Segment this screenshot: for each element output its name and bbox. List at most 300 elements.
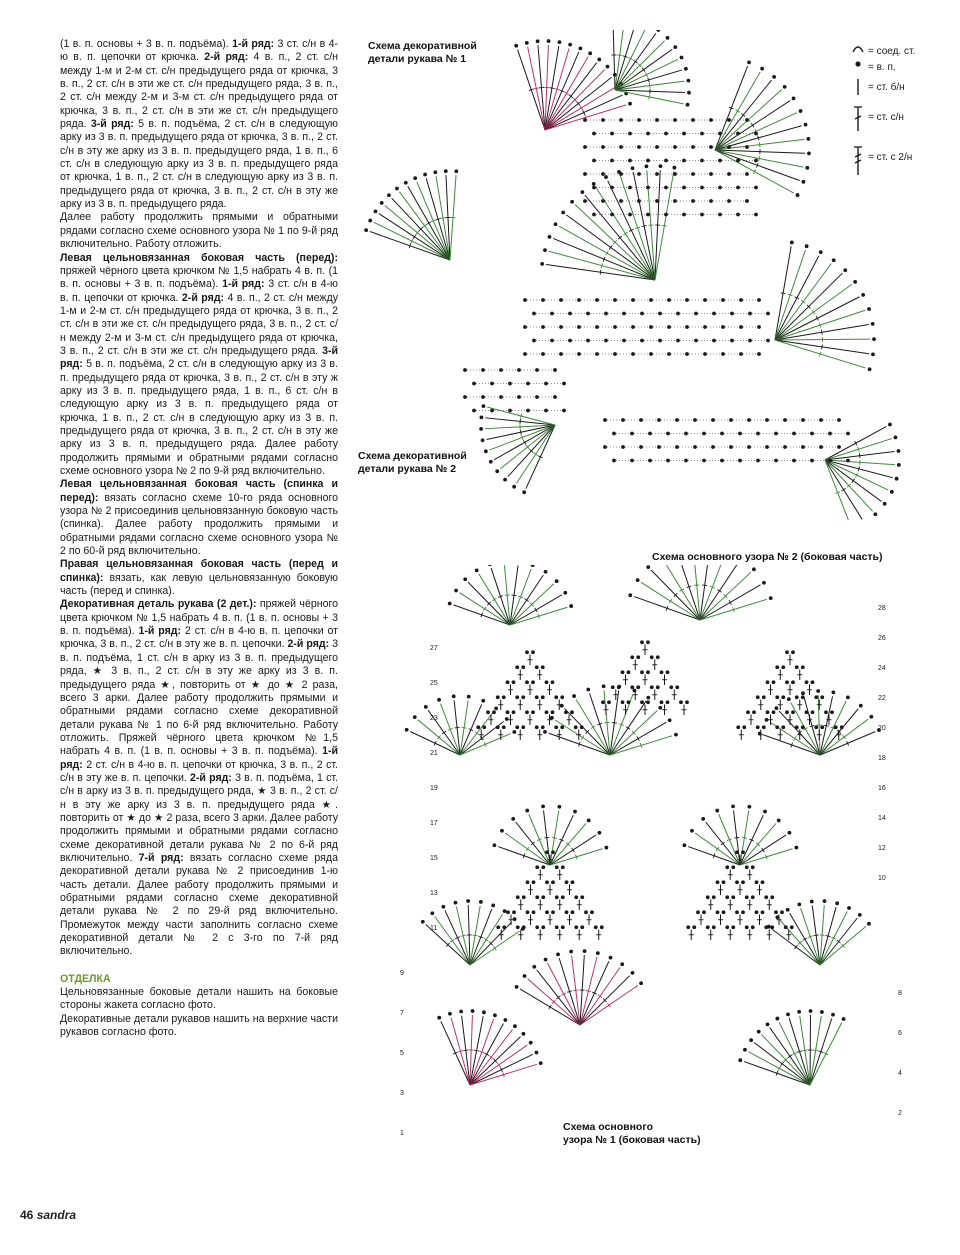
chain-mark: [496, 695, 500, 699]
chain-mark: [729, 445, 733, 449]
chain-mark: [454, 589, 458, 593]
chain-mark: [522, 1032, 526, 1036]
stitch-bar: [617, 55, 622, 56]
chain-mark: [601, 118, 605, 122]
chain-mark: [610, 132, 614, 136]
chain-mark: [525, 809, 529, 813]
stitch-mark: [700, 565, 709, 620]
chain-mark: [463, 577, 467, 581]
chain-mark: [741, 850, 745, 854]
chain-mark: [437, 1016, 441, 1020]
chain-mark: [772, 710, 776, 714]
chain-mark: [703, 352, 707, 356]
stitch-bar: [612, 722, 617, 723]
stitch-bar: [474, 1050, 479, 1051]
chain-mark: [558, 40, 562, 44]
chain-mark: [830, 710, 834, 714]
chain-mark: [543, 248, 547, 252]
chain-mark: [545, 910, 549, 914]
chain-mark: [648, 459, 652, 463]
chain-mark: [700, 213, 704, 217]
chain-mark: [545, 710, 549, 714]
stitch-bar: [822, 344, 823, 349]
chain-mark: [601, 199, 605, 203]
chain-mark: [603, 418, 607, 422]
paragraph-sleeve-detail: [60, 598, 338, 958]
chain-mark: [792, 96, 796, 100]
chain-mark: [568, 339, 572, 343]
chain-mark: [718, 159, 722, 163]
bold-run: 7-й ряд:: [138, 851, 184, 864]
chain-mark: [548, 235, 552, 239]
chain-mark: [572, 694, 576, 698]
chain-mark: [574, 895, 578, 899]
chain-mark: [702, 459, 706, 463]
chain-mark: [650, 685, 654, 689]
chain-mark: [640, 339, 644, 343]
row-number-right: 4: [898, 1070, 902, 1077]
text-run: пряжей чёрного цвета крючком № 1,5 набрать 4 в. п. (1 в. п. основы + 3 в. п. подъёма).: [60, 598, 338, 638]
chain-mark: [897, 463, 901, 467]
chain-mark: [621, 700, 625, 704]
chain-mark: [819, 418, 823, 422]
chain-mark: [526, 409, 530, 413]
chain-mark: [646, 213, 650, 217]
bold-run: 1-й ряд:: [222, 278, 265, 291]
chain-mark: [532, 339, 536, 343]
chain-mark: [628, 593, 632, 597]
stitch-bar: [525, 599, 529, 602]
stitch-bar: [526, 847, 529, 851]
chain-mark: [666, 36, 670, 40]
chain-mark: [766, 710, 770, 714]
chain-mark: [541, 895, 545, 899]
chain-mark: [811, 710, 815, 714]
chain-mark: [496, 925, 500, 929]
chain-mark: [573, 810, 577, 814]
chain-mark: [521, 665, 525, 669]
chain-mark: [682, 159, 686, 163]
chain-mark: [747, 445, 751, 449]
chain-mark: [531, 680, 535, 684]
chain-mark: [535, 895, 539, 899]
legend-label-sc: = ст. б/н: [868, 81, 905, 93]
stitch-bar: [642, 68, 645, 72]
chain-mark: [873, 512, 877, 516]
chain-mark: [747, 805, 751, 809]
chain-mark: [801, 445, 805, 449]
chain-mark: [433, 170, 437, 174]
chain-mark: [686, 925, 690, 929]
chain-mark: [672, 166, 676, 170]
chain-mark: [702, 432, 706, 436]
chain-mark: [735, 850, 739, 854]
chain-mark: [531, 710, 535, 714]
chain-mark: [867, 307, 871, 311]
stitch-bar: [813, 1050, 818, 1051]
stitch-bar: [598, 995, 602, 998]
chain-mark: [680, 56, 684, 60]
chain-mark: [687, 79, 691, 83]
chain-mark: [692, 925, 696, 929]
chain-mark: [555, 925, 559, 929]
chain-mark: [590, 910, 594, 914]
chain-mark: [555, 895, 559, 899]
chain-mark: [532, 312, 536, 316]
chain-mark: [673, 199, 677, 203]
chain-mark: [583, 199, 587, 203]
chain-mark: [766, 312, 770, 316]
chain-mark: [555, 865, 559, 869]
chain-mark: [739, 325, 743, 329]
chain-mark: [777, 819, 781, 823]
stitch-bar: [544, 837, 549, 838]
chain-mark: [562, 409, 566, 413]
chain-mark: [374, 209, 378, 213]
chain-mark: [810, 459, 814, 463]
paragraph-left-back-front: [60, 478, 338, 558]
chain-mark: [568, 312, 572, 316]
chain-mark: [741, 880, 745, 884]
chain-mark: [745, 865, 749, 869]
chain-mark: [703, 298, 707, 302]
bold-run: 1-й ряд:: [138, 625, 182, 638]
chain-mark: [598, 831, 602, 835]
chain-mark: [646, 132, 650, 136]
chain-mark: [791, 680, 795, 684]
chain-mark: [727, 145, 731, 149]
chain-mark: [541, 925, 545, 929]
chain-mark: [610, 213, 614, 217]
chain-mark: [569, 950, 573, 954]
chain-mark: [513, 1024, 517, 1028]
chain-mark: [679, 700, 683, 704]
chain-mark: [613, 352, 617, 356]
chain-mark: [512, 485, 516, 489]
chain-mark: [752, 710, 756, 714]
chain-mark: [421, 920, 425, 924]
stitch-bar: [810, 725, 815, 726]
chain-mark: [523, 298, 527, 302]
chain-mark: [725, 925, 729, 929]
stitch-bar: [814, 935, 819, 936]
chain-mark: [526, 910, 530, 914]
stitch-bar: [716, 847, 719, 851]
chain-mark: [606, 65, 610, 69]
paragraph-finish-2: [60, 1013, 338, 1040]
stitch-bar: [549, 88, 554, 89]
chain-mark: [666, 700, 670, 704]
chain-mark: [765, 445, 769, 449]
chain-mark: [517, 368, 521, 372]
bold-run: 2-й ряд:: [204, 51, 249, 64]
chain-mark: [556, 952, 560, 956]
chain-mark: [823, 899, 827, 903]
chain-mark: [766, 1022, 770, 1026]
chain-mark: [544, 382, 548, 386]
chain-mark: [494, 706, 498, 710]
chain-mark: [667, 298, 671, 302]
chain-mark: [610, 159, 614, 163]
chain-mark: [712, 895, 716, 899]
chain-mark: [448, 602, 452, 606]
chain-mark: [472, 382, 476, 386]
chain-mark: [706, 895, 710, 899]
chain-mark: [669, 685, 673, 689]
chain-mark: [630, 655, 634, 659]
chain-mark: [745, 118, 749, 122]
chain-mark: [655, 145, 659, 149]
text-run: 3 в. п. подъёма, 1 ст. с/н в арку из 3 в. п. предыдущего ряда, ★ 3 в. п., 2 ст. с/н в эту же арку из 3 в. п. предыдущего ряда ★, повторить от ★ до ★ 2 раза, всего 3 арки. Далее работу продолжить прямыми и обратными рядами согласно схеме декоративной детали рукава № 1 по 6-й ряд включительно. Работу отложить. Пряжей чёрного цвета крючком №1,5 набрать 4 в. п. (1 в. п. основы + 3 в. п. подъёма).: [60, 638, 339, 758]
chain-mark: [628, 132, 632, 136]
chain-mark: [685, 352, 689, 356]
stitch-bar: [858, 466, 859, 471]
chain-mark: [554, 725, 558, 729]
chain-mark: [764, 895, 768, 899]
stitch-bar: [821, 330, 822, 335]
chain-mark: [557, 805, 561, 809]
chain-mark: [532, 880, 536, 884]
chain-mark: [805, 710, 809, 714]
row-number-left: 5: [400, 1050, 404, 1057]
chain-mark: [655, 118, 659, 122]
chain-mark: [731, 895, 735, 899]
chain-mark: [570, 200, 574, 204]
chain-mark: [535, 665, 539, 669]
chain-mark: [646, 640, 650, 644]
chain-mark: [709, 199, 713, 203]
chain-mark: [858, 913, 862, 917]
stitch-bar: [572, 848, 575, 852]
chain-mark: [628, 213, 632, 217]
stitch-bar: [717, 590, 721, 593]
chain-mark: [583, 145, 587, 149]
chain-mark: [513, 917, 517, 921]
chain-mark: [525, 41, 529, 45]
chain-mark: [649, 352, 653, 356]
chain-mark: [621, 445, 625, 449]
stitch-bar: [759, 142, 760, 147]
chain-mark: [535, 925, 539, 929]
chain-mark: [792, 459, 796, 463]
chain-mark: [506, 710, 510, 714]
chain-mark: [540, 262, 544, 266]
chain-mark: [666, 432, 670, 436]
chain-mark: [712, 312, 716, 316]
text-run: (1 в. п. основы + 3 в. п. подъёма).: [60, 38, 233, 50]
row-number-left: 7: [400, 1010, 404, 1017]
text-run: 3 ст. с/н в 4-ю в. п. цепочки от крючка.: [60, 278, 338, 304]
text-run: вязать согласно схеме ряда декоративной детали рукава № 2 присоединив 1-ю часть детали. Далее работу продолжить прямыми и обратными рядами согласно схеме декоративной детали рукава № 2 по 29-й ряд включительно. Промежуток между части заполнить согласно схеме декоративной детали № 2 с 3-го по 7-й ряд включительно.: [60, 851, 338, 958]
chain-mark: [691, 199, 695, 203]
row-number-right: 28: [878, 605, 886, 612]
chain-mark: [709, 172, 713, 176]
row-number-left: 1: [400, 1130, 404, 1137]
stitch-bar: [462, 727, 467, 728]
chain-mark: [814, 725, 818, 729]
chain-mark: [694, 312, 698, 316]
chain-mark: [617, 685, 621, 689]
chain-mark: [639, 445, 643, 449]
chain-mark: [463, 395, 467, 399]
chain-mark: [622, 339, 626, 343]
chain-mark: [871, 352, 875, 356]
chain-mark: [820, 695, 824, 699]
chain-mark: [569, 604, 573, 608]
chain-mark: [481, 699, 485, 703]
row-number-right: 24: [878, 665, 886, 672]
paragraph-left-front: [60, 252, 338, 479]
chain-mark: [561, 925, 565, 929]
chain-mark: [890, 490, 894, 494]
chain-mark: [711, 445, 715, 449]
chain-mark: [781, 695, 785, 699]
chain-mark: [787, 697, 791, 701]
chain-mark: [754, 159, 758, 163]
chain-mark: [783, 85, 787, 89]
chain-mark: [658, 339, 662, 343]
chain-mark: [522, 895, 526, 899]
chain-mark: [551, 850, 555, 854]
chain-mark: [584, 910, 588, 914]
chain-mark: [535, 725, 539, 729]
chain-mark: [727, 199, 731, 203]
chain-mark: [639, 981, 643, 985]
chain-mark: [751, 925, 755, 929]
caption-pattern-2: Схема основного узора № 2 (боковая часть): [652, 551, 883, 563]
chain-mark: [551, 680, 555, 684]
chain-mark: [544, 570, 548, 574]
chain-mark: [894, 435, 898, 439]
text-run: 4 в. п., 2 ст. с/н между 1-м и 2-м ст. с/н предыдущего ряда от крючка, 3 в. п., 2 ст. с/н в эти же ст. с/н предыдущего ряда, 3 в. п., 2 ст. с/н между 2-м и 3-м ст. с/н предыдущего ряда от крючка, 3 в. п., 2 ст. с/н в эти же ст. с/н предыдущего ряда.: [60, 51, 339, 131]
chain-mark: [490, 409, 494, 413]
bold-run: Левая цельновязанная боковая часть (перед):: [60, 251, 338, 264]
chain-mark: [871, 322, 875, 326]
stitch-bar: [573, 990, 578, 991]
chain-mark: [819, 445, 823, 449]
chain-mark: [523, 325, 527, 329]
chain-mark: [508, 382, 512, 386]
chain-mark: [564, 710, 568, 714]
stitch-bar: [461, 935, 466, 936]
chain-mark: [541, 725, 545, 729]
chain-mark: [649, 298, 653, 302]
chain-mark: [824, 710, 828, 714]
chain-mark: [565, 880, 569, 884]
chain-mark: [574, 725, 578, 729]
chain-mark: [503, 478, 507, 482]
chain-mark: [832, 258, 836, 262]
chain-mark: [772, 680, 776, 684]
row-number-left: 3: [400, 1090, 404, 1097]
stitch-bar: [586, 990, 591, 991]
chain-mark: [612, 459, 616, 463]
chain-mark: [541, 695, 545, 699]
stitch-bar: [623, 232, 627, 235]
chain-mark: [364, 228, 368, 232]
chain-mark: [666, 670, 670, 674]
chain-mark: [684, 432, 688, 436]
chain-mark: [735, 880, 739, 884]
chain-mark: [561, 895, 565, 899]
chain-mark: [769, 596, 773, 600]
chain-mark: [837, 418, 841, 422]
chain-mark: [637, 199, 641, 203]
chain-mark: [664, 159, 668, 163]
stitch-bar: [581, 735, 584, 739]
stitch-bar: [609, 245, 612, 249]
chain-mark: [571, 910, 575, 914]
chain-mark: [645, 164, 649, 168]
row-number-left: 25: [430, 680, 438, 687]
chain-mark: [613, 298, 617, 302]
chain-mark: [775, 665, 779, 669]
chain-mark: [709, 145, 713, 149]
chain-mark: [673, 118, 677, 122]
chain-mark: [628, 186, 632, 190]
chain-mark: [547, 39, 551, 43]
chain-mark: [700, 132, 704, 136]
chain-mark: [868, 367, 872, 371]
chain-mark: [553, 395, 557, 399]
chain-mark: [646, 159, 650, 163]
chain-mark: [619, 145, 623, 149]
chain-mark: [561, 865, 565, 869]
stitch-bar: [455, 727, 460, 728]
chain-mark: [636, 578, 640, 582]
chain-mark: [804, 123, 808, 127]
chain-mark: [619, 118, 623, 122]
chain-mark: [690, 829, 694, 833]
chain-mark: [664, 213, 668, 217]
chain-mark: [766, 680, 770, 684]
chain-mark: [586, 312, 590, 316]
chain-mark: [601, 700, 605, 704]
chain-mark: [694, 339, 698, 343]
chain-mark: [693, 418, 697, 422]
chain-mark: [592, 159, 596, 163]
chain-mark: [525, 710, 529, 714]
chain-mark: [747, 418, 751, 422]
stitch-bar: [521, 414, 522, 419]
chain-mark: [743, 1048, 747, 1052]
stitch-bar: [742, 837, 747, 838]
chain-mark: [368, 219, 372, 223]
chain-mark: [795, 665, 799, 669]
chain-mark: [648, 432, 652, 436]
chain-mark: [683, 843, 687, 847]
paragraph-finish-1: [60, 986, 338, 1013]
chain-mark: [736, 186, 740, 190]
stitch-bar: [852, 479, 855, 483]
chain-mark: [655, 199, 659, 203]
chain-mark: [668, 718, 672, 722]
chain-mark: [781, 725, 785, 729]
sleeve-detail-chart: [355, 30, 915, 520]
stitch-bar: [843, 735, 846, 739]
chain-mark: [802, 180, 806, 184]
chain-mark: [785, 650, 789, 654]
chain-mark: [479, 416, 483, 420]
chain-mark: [834, 725, 838, 729]
chain-mark: [757, 325, 761, 329]
chain-mark: [660, 670, 664, 674]
chain-mark: [685, 298, 689, 302]
chain-mark: [809, 1009, 813, 1013]
chain-mark: [720, 459, 724, 463]
chain-mark: [703, 325, 707, 329]
chain-mark: [525, 650, 529, 654]
